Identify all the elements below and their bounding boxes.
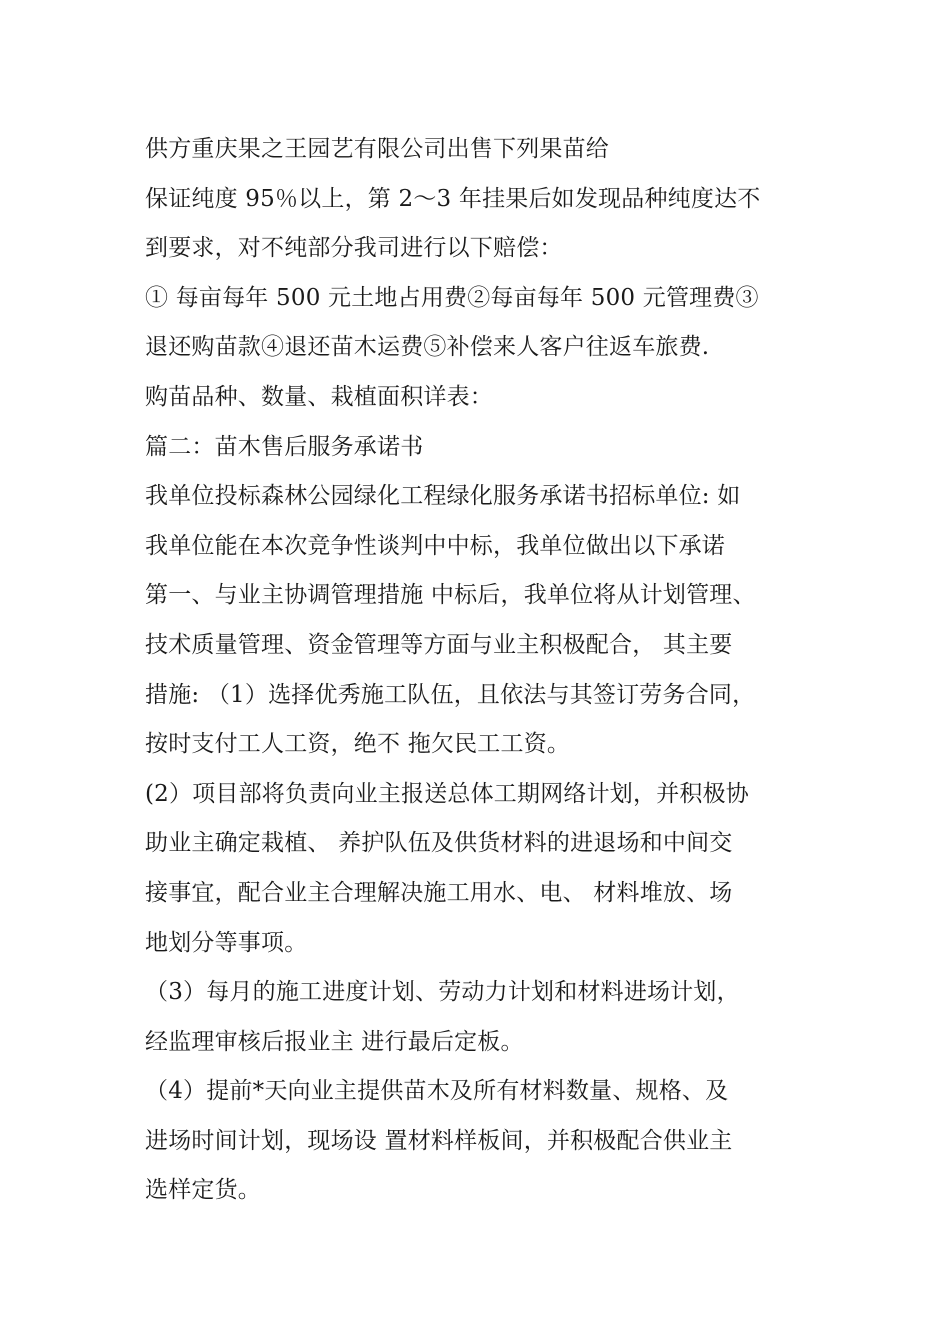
text-line: 保证纯度 95％以上，第 2～3 年挂果后如发现品种纯度达不 bbox=[145, 185, 761, 212]
text-line: 退还购苗款④退还苗木运费⑤补偿来人客户往返车旅费. bbox=[145, 334, 710, 361]
text-line: 我单位投标森林公园绿化工程绿化服务承诺书招标单位: 如 bbox=[145, 483, 741, 510]
text-line: 接事宜，配合业主合理解决施工用水、电、 材料堆放、场 bbox=[145, 879, 733, 906]
text-line: 进场时间计划，现场设 置材料样板间，并积极配合供业主 bbox=[145, 1127, 733, 1154]
text-line: 到要求，对不纯部分我司进行以下赔偿： bbox=[145, 235, 563, 262]
section-heading: 篇二：苗木售后服务承诺书 bbox=[145, 433, 424, 460]
text-line: 经监理审核后报业主 进行最后定板。 bbox=[145, 1028, 524, 1055]
text-line: （3）每月的施工进度计划、劳动力计划和材料进场计划， bbox=[145, 979, 740, 1006]
text-line: 按时支付工人工资，绝不 拖欠民工工资。 bbox=[145, 731, 571, 758]
text-line: （4）提前*天向业主提供苗木及所有材料数量、规格、及 bbox=[145, 1078, 729, 1105]
text-line: 选样定货。 bbox=[145, 1177, 261, 1204]
text-line: 购苗品种、数量、栽植面积详表： bbox=[145, 383, 493, 410]
text-line: 助业主确定栽植、 养护队伍及供货材料的进退场和中间交 bbox=[145, 830, 733, 857]
text-line: 地划分等事项。 bbox=[145, 929, 308, 956]
text-line: 我单位能在本次竞争性谈判中中标，我单位做出以下承诺 bbox=[145, 532, 725, 559]
text-line: 措施: （1）选择优秀施工队伍，且依法与其签订劳务合同， bbox=[145, 681, 756, 708]
document-body bbox=[0, 125, 950, 1216]
text-line: 技术质量管理、资金管理等方面与业主积极配合， 其主要 bbox=[145, 631, 733, 658]
text-line: ① 每亩每年 500 元土地占用费②每亩每年 500 元管理费③ bbox=[145, 284, 759, 311]
text-line: (2）项目部将负责向业主报送总体工期网络计划，并积极协 bbox=[145, 780, 750, 807]
text-line: 第一、与业主协调管理措施 中标后，我单位将从计划管理、 bbox=[145, 582, 756, 609]
text-line: 供方重庆果之王园艺有限公司出售下列果苗给 bbox=[145, 136, 609, 162]
